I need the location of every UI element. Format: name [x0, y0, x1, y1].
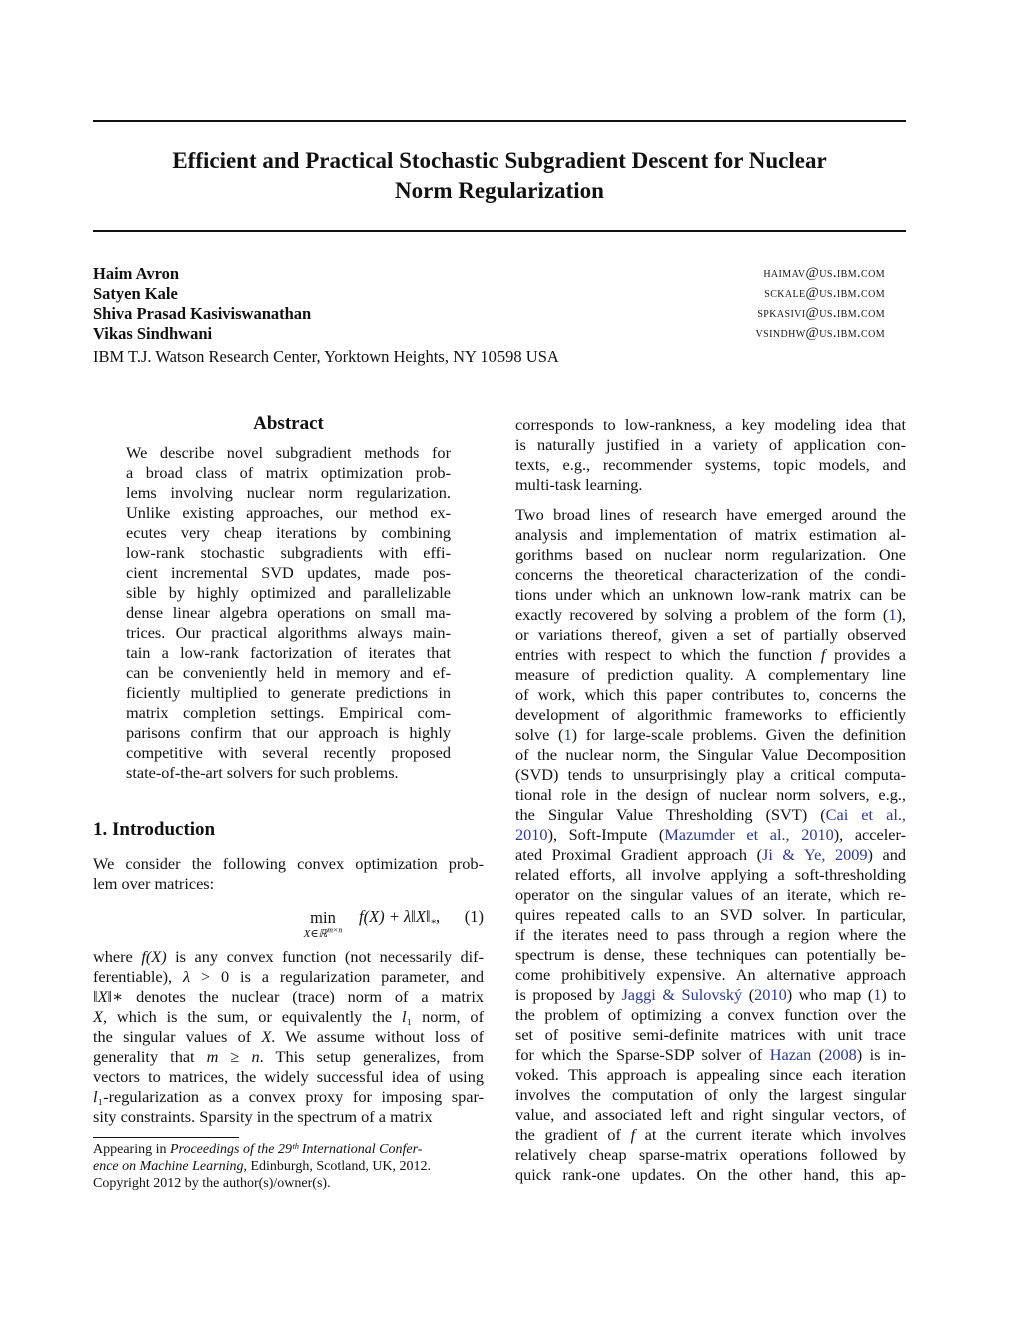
title-bottom-rule	[93, 230, 906, 232]
text-segment: f(X)	[141, 947, 167, 966]
text-segment: corresponds to low-rankness, a key modeling idea that	[515, 415, 906, 434]
citation-link[interactable]: 1	[888, 605, 897, 624]
paragraph	[93, 854, 484, 894]
affiliation: IBM T.J. Watson Research Center, Yorktown Heights, NY 10598 USA	[93, 347, 559, 366]
text-line	[515, 475, 906, 495]
text-segment: ) to	[881, 985, 907, 1004]
text-segment: the problem of optimizing a convex function over the	[515, 1005, 906, 1024]
superscript-text: m×n	[327, 925, 343, 935]
text-line	[126, 643, 451, 663]
text-segment: Unlike existing approaches, our method ex-	[126, 503, 451, 522]
text-line	[126, 683, 451, 703]
text-segment: ‖	[93, 987, 98, 1006]
text-segment: , which is the sum, or equivalently the	[102, 1007, 402, 1026]
text-line	[515, 455, 906, 475]
text-line	[515, 645, 906, 665]
text-segment: relatively cheap sparse-matrix operations followed by	[515, 1145, 906, 1164]
text-segment: tional role in the design of nuclear norm solvers, e.g.,	[515, 785, 906, 804]
text-line	[126, 603, 451, 623]
text-segment: X	[261, 1027, 272, 1046]
text-segment: exactly recovered by solving a problem of the form (	[515, 605, 889, 624]
text-line	[515, 725, 906, 745]
text-segment: the gradient of	[515, 1125, 631, 1144]
paragraph	[515, 505, 906, 1185]
text-segment: ) is in-	[856, 1045, 907, 1064]
text-segment: X	[93, 1007, 103, 1026]
text-segment: set of positive semi-definite matrices with unit trace	[515, 1025, 906, 1044]
text-segment: come prohibitively expensive. An alternative approach	[515, 965, 906, 984]
text-line	[93, 854, 484, 874]
text-segment: f	[630, 1125, 636, 1144]
abstract-heading: Abstract	[253, 413, 324, 434]
text-line	[515, 435, 906, 455]
text-segment: lems involving nuclear norm regularization.	[126, 483, 451, 502]
text-line	[515, 905, 906, 925]
text-segment: tions under which an unknown low-rank matrix can be	[515, 585, 906, 604]
text-line	[126, 503, 451, 523]
text-segment: ferentiable),	[93, 967, 183, 986]
text-line	[126, 763, 451, 783]
text-segment: state-of-the-art solvers for such problems.	[126, 763, 399, 782]
min-subscript	[303, 925, 343, 940]
text-segment: ₁-regularization as a convex proxy for imposing spar-	[97, 1087, 484, 1106]
text-segment: quick rank-one updates. On the other hand, this ap-	[515, 1165, 906, 1184]
citation-link[interactable]: 2008	[824, 1045, 857, 1064]
text-segment: involves the computation of only the largest singular	[515, 1085, 906, 1104]
introduction-heading: 1. Introduction	[93, 819, 216, 840]
text-segment: development of algorithmic frameworks to efficiently	[515, 705, 906, 724]
author	[93, 324, 885, 344]
text-segment: trices. Our practical algorithms always main-	[126, 623, 451, 642]
text-segment: can be conveniently held in memory and ef-	[126, 663, 451, 682]
text-line	[126, 463, 451, 483]
text-line	[515, 825, 906, 845]
text-line	[515, 605, 906, 625]
text-segment: X	[97, 987, 108, 1006]
equation-min	[293, 908, 353, 948]
text-line	[515, 885, 906, 905]
text-segment: matrix completion settings. Empirical com-	[126, 703, 451, 722]
text-line	[515, 1025, 906, 1045]
text-line	[515, 685, 906, 705]
text-segment: entries with respect to which the function	[515, 645, 821, 664]
text-segment: if the iterates need to pass through a region where the	[515, 925, 906, 944]
text-segment: quires repeated calls to an SVD solver. In particular,	[515, 905, 906, 924]
text-segment: the Singular Value Thresholding (SVT) (	[515, 805, 826, 824]
text-line	[93, 967, 484, 987]
text-segment: ) who map (	[786, 985, 874, 1004]
text-segment: where	[93, 947, 142, 966]
citation-link[interactable]: Cai et al.,	[825, 805, 906, 824]
text-line	[515, 1145, 906, 1165]
text-line	[126, 583, 451, 603]
text-segment: related efforts, all involve applying a soft-thresholding	[515, 865, 906, 884]
text-segment: competitive with several recently proposed	[126, 743, 451, 762]
equation-comma: ,	[436, 907, 441, 926]
citation-link[interactable]: 2010	[515, 825, 548, 844]
intro-paragraph	[93, 947, 484, 1127]
text-line	[93, 1175, 488, 1192]
text-line	[93, 947, 484, 967]
citation-link[interactable]: 1	[873, 985, 882, 1004]
text-line	[126, 743, 451, 763]
text-segment: analysis and implementation of matrix estimation al-	[515, 525, 906, 544]
paragraph	[515, 415, 906, 495]
text-line	[93, 1107, 484, 1127]
text-segment: We consider the following convex optimization prob-	[93, 854, 484, 873]
author-name: Satyen Kale	[93, 284, 178, 303]
text-segment: l	[93, 1087, 98, 1106]
text-line	[515, 785, 906, 805]
text-segment: for which the Sparse-SDP solver of	[515, 1045, 770, 1064]
right-column	[515, 415, 906, 1185]
text-segment: ficiently multiplied to generate predictions in	[126, 683, 451, 702]
text-line	[515, 865, 906, 885]
equation-expression: f(X) + λ‖X‖	[359, 907, 431, 926]
text-segment: the singular values of	[93, 1027, 262, 1046]
text-line	[126, 623, 451, 643]
citation-link[interactable]: 2010	[754, 985, 787, 1004]
text-line	[515, 525, 906, 545]
text-line	[515, 705, 906, 725]
text-segment: is naturally justified in a variety of application con-	[515, 435, 906, 454]
text-line	[93, 1141, 488, 1158]
text-segment: gorithms based on nuclear norm regularization. One	[515, 545, 906, 564]
text-line	[93, 1067, 484, 1087]
text-line	[515, 1045, 906, 1065]
text-segment: is any convex function (not necessarily dif-	[166, 947, 485, 966]
paper-title	[93, 146, 906, 206]
text-segment: . This setup generalizes, from	[259, 1047, 485, 1066]
text-segment: cient incremental SVD updates, made pos-	[126, 563, 451, 582]
text-segment: We describe novel subgradient methods for	[126, 443, 451, 462]
text-line	[126, 703, 451, 723]
equation-body	[359, 907, 440, 929]
text-line	[515, 1005, 906, 1025]
text-segment: sible by highly optimized and parallelizable	[126, 583, 451, 602]
text-segment: a broad class of matrix optimization prob-	[126, 463, 451, 482]
text-line	[126, 543, 451, 563]
text-line	[515, 1085, 906, 1105]
text-line	[515, 985, 906, 1005]
text-segment: low-rank stochastic subgradients with effi-	[126, 543, 451, 562]
text-line	[93, 874, 484, 894]
equation-star: *	[430, 917, 437, 930]
text-segment: f	[820, 645, 826, 664]
text-line	[126, 723, 451, 743]
text-segment: m	[206, 1047, 219, 1066]
text-segment: , Edinburgh, Scotland, UK, 2012.	[243, 1159, 432, 1174]
text-segment: n	[251, 1047, 260, 1066]
text-segment: l	[401, 1007, 407, 1026]
text-segment: spectrum is dense, these techniques can potentially be-	[515, 945, 906, 964]
text-line	[515, 415, 906, 435]
citation-link[interactable]: 1	[563, 725, 572, 744]
text-line	[515, 1065, 906, 1085]
text-segment: (SVD) tends to unsurprisingly play a critical computa-	[515, 765, 906, 784]
text-line	[515, 1165, 906, 1185]
author-email[interactable]: haimav@us.ibm.com	[763, 265, 885, 281]
text-line	[515, 925, 906, 945]
author-email[interactable]: sckale@us.ibm.com	[764, 285, 885, 301]
title-line: Efficient and Practical Stochastic Subgradient Descent for Nuclear	[172, 148, 827, 173]
paragraph	[93, 947, 484, 1127]
text-segment: value, and associated left and right singular vectors, of	[515, 1105, 906, 1124]
text-line	[515, 765, 906, 785]
text-segment: voked. This approach is appealing since each iteration	[515, 1065, 906, 1084]
text-line	[93, 1158, 488, 1175]
text-segment: ence on Machine Learning	[93, 1159, 244, 1174]
text-line	[515, 625, 906, 645]
text-line	[515, 585, 906, 605]
text-segment: Copyright 2012 by the author(s)/owner(s).	[93, 1176, 331, 1191]
text-line	[126, 443, 451, 463]
author-email[interactable]: spkasivi@us.ibm.com	[757, 305, 885, 321]
text-segment: ated Proximal Gradient approach (	[515, 845, 763, 864]
text-line	[515, 505, 906, 525]
citation-link[interactable]: Jaggi & Sulovský	[621, 985, 743, 1004]
footnote	[93, 1141, 488, 1192]
author	[93, 304, 885, 324]
citation-link[interactable]: Hazan	[769, 1045, 812, 1064]
citation-link[interactable]: Ji & Ye, 2009	[762, 845, 868, 864]
text-segment: Appearing in	[93, 1142, 170, 1157]
text-segment: ), Soft-Impute (	[547, 825, 665, 844]
text-segment: operator on the singular values of an iterate, which re-	[515, 885, 906, 904]
text-segment: tain a low-rank factorization of iterates that	[126, 643, 451, 662]
text-segment: λ	[182, 967, 191, 986]
text-segment: . We assume without loss of	[271, 1027, 484, 1046]
paragraph	[126, 443, 451, 783]
text-line	[515, 845, 906, 865]
text-line	[126, 483, 451, 503]
text-line	[126, 523, 451, 543]
author	[93, 284, 885, 304]
text-segment: of work, which this paper contributes to, concerns the	[515, 685, 906, 704]
text-segment: (	[811, 1045, 825, 1064]
abstract-body	[126, 443, 451, 783]
text-segment: texts, e.g., recommender systems, topic models, and	[515, 455, 906, 474]
footnote-rule	[93, 1137, 239, 1138]
text-line	[515, 1105, 906, 1125]
text-segment: of the nuclear norm, the Singular Value Decomposition	[515, 745, 906, 764]
equation-number: (1)	[464, 907, 484, 926]
text-line	[515, 745, 906, 765]
text-segment: ‖∗ denotes the nuclear (trace) norm of a matrix	[107, 987, 484, 1006]
text-segment: ),	[896, 605, 906, 624]
text-line	[93, 1007, 484, 1027]
text-line	[515, 1125, 906, 1145]
text-segment: dense linear algebra operations on small ma-	[126, 603, 451, 622]
text-line	[126, 563, 451, 583]
text-segment: generality that	[93, 1047, 207, 1066]
author	[93, 264, 885, 284]
text-segment: ≥	[218, 1047, 252, 1066]
text-segment: at the current iterate which involves	[635, 1125, 906, 1144]
author-name: Vikas Sindhwani	[93, 324, 213, 343]
citation-link[interactable]: Mazumder et al., 2010	[664, 825, 834, 844]
text-segment: Proceedings of the 29ᵗʰ International Confer-	[169, 1142, 423, 1157]
text-segment: parisons confirm that our approach is highly	[126, 723, 451, 742]
author-name: Shiva Prasad Kasiviswanathan	[93, 304, 312, 323]
min-operator: min	[310, 908, 336, 927]
text-segment: concerns the theoretical characterization of the condi-	[515, 565, 906, 584]
author-email[interactable]: vsindhw@us.ibm.com	[755, 325, 885, 341]
text-line	[93, 1047, 484, 1067]
author-name: Haim Avron	[93, 264, 180, 283]
text-line	[515, 965, 906, 985]
text-segment: solve (	[515, 725, 564, 744]
text-segment: ) and	[867, 845, 907, 864]
text-segment: Two broad lines of research have emerged around the	[515, 505, 906, 524]
intro-paragraph	[93, 854, 484, 894]
text-line	[515, 945, 906, 965]
text-segment: ₁ norm, of	[406, 1007, 484, 1026]
text-segment: ecutes very cheap iterations by combining	[126, 523, 451, 542]
text-line	[93, 1087, 484, 1107]
text-segment: or variations thereof, given a set of partially observed	[515, 625, 906, 644]
text-segment: provides a	[825, 645, 906, 664]
text-line	[515, 565, 906, 585]
text-line	[126, 663, 451, 683]
text-line	[515, 665, 906, 685]
text-segment: is proposed by	[515, 985, 622, 1004]
text-line	[93, 1027, 484, 1047]
text-segment: multi-task learning.	[515, 475, 643, 494]
text-line	[515, 805, 906, 825]
text-segment: measure of prediction quality. A complementary line	[515, 665, 906, 684]
text-line	[515, 545, 906, 565]
text-segment: sity constraints. Sparsity in the spectrum of a matrix	[93, 1107, 433, 1126]
title-line: Norm Regularization	[395, 178, 604, 203]
text-segment: vectors to matrices, the widely successful idea of using	[93, 1067, 484, 1086]
text-segment: ) for large-scale problems. Given the definition	[571, 725, 907, 744]
text-line	[93, 987, 484, 1007]
text-segment: ), acceler-	[833, 825, 907, 844]
subscript-text: X∈ℝ	[303, 928, 328, 940]
top-rule	[93, 120, 906, 122]
text-segment: lem over matrices:	[93, 874, 215, 893]
text-segment: > 0 is a regularization parameter, and	[190, 967, 485, 986]
text-segment: (	[742, 985, 755, 1004]
